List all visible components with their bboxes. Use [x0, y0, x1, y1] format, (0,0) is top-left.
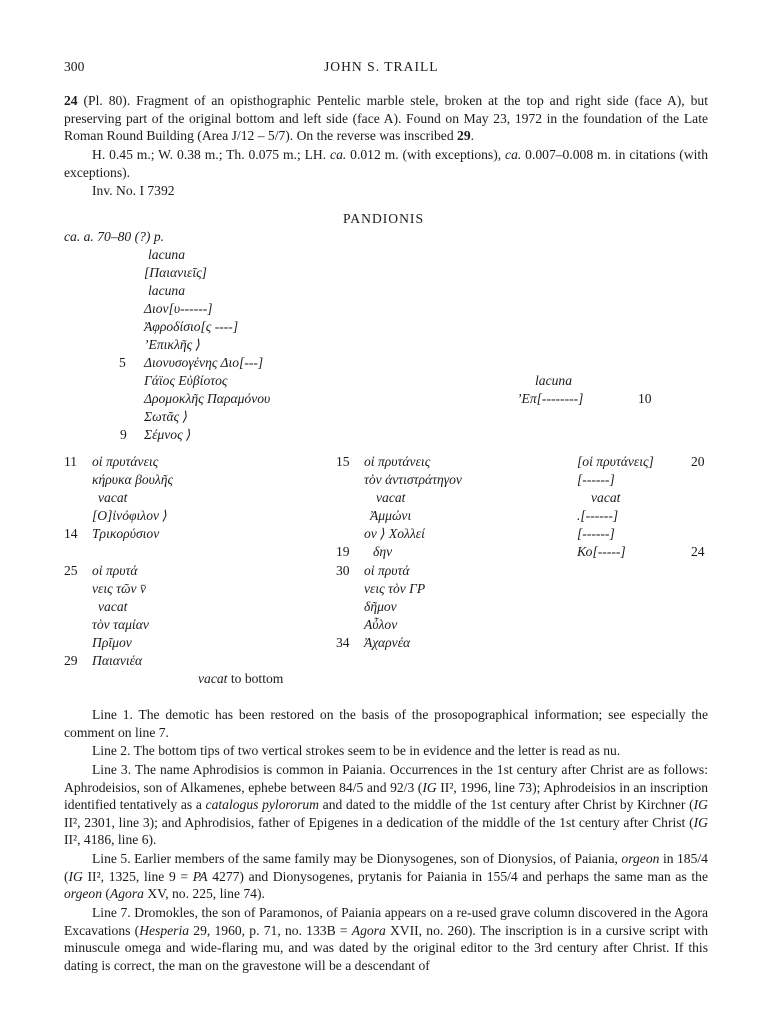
line-number: 20: [691, 454, 705, 469]
inventory-number: Inv. No. I 7392: [92, 183, 175, 198]
inscription-line: οἱ πρυτάνεις: [364, 454, 431, 469]
inscription-line: τὸν ἀντιστράτηγον: [364, 472, 462, 487]
line-number: 9: [120, 427, 127, 442]
page-number: 300: [64, 59, 85, 74]
line-number: 24: [691, 544, 705, 559]
inscription-line: Σωτᾶς ⟩: [144, 409, 188, 424]
inscription-line: δην: [373, 544, 393, 559]
inscription-line: lacuna: [148, 283, 185, 298]
inscription-line: νεις τὸν ΓΡ: [364, 581, 426, 596]
inscription-line: Γάϊος Εὐβίοτος: [144, 373, 228, 388]
inscription-line: Σέμνος ⟩: [144, 427, 192, 442]
inscription-line: lacuna: [148, 247, 185, 262]
line-number: 10: [638, 391, 652, 406]
inscription-line: [οἱ πρυτάνεις]: [577, 454, 654, 469]
commentary-line-7: Line 7. Dromokles, the son of Paramonos, of Paiania appears on a re-used grave column discovered in the Agora Excavations (Hesperia 29, 1960, p. 71, no. 133B = Agora XVII, no. 260). The inscription is in a cursive script with minuscule omega and wide-flaring mu, and was dated by the original editor to the 3rd century after Christ. If this dating is correct, the man on the gravestone will be a descendant of: [64, 905, 708, 973]
entry-number: 24: [64, 93, 78, 108]
inscription-line: ʼΕπικλῆς ⟩: [144, 337, 201, 352]
inscription-line: vacat: [98, 490, 128, 505]
inscription-line: [Ο]ἰνόφιλον ⟩: [92, 508, 168, 523]
inscription-line: οἱ πρυτά: [92, 563, 138, 578]
inscription-line: Ἀφροδίσιο[ς ----]: [144, 319, 239, 334]
entry-description: 24 (Pl. 80). Fragment of an opisthographic Pentelic marble stele, broken at the top and right side (face A), but preserving part of the original bottom and left side (face A). Found on May 23, 1972 in the foundation of the Late Roman Round Building (Area J/12 – 5/7). On the reverse was inscribed 29.: [64, 93, 708, 144]
inscription-line: τὸν ταμίαν: [92, 617, 149, 632]
commentary-line-1: Line 1. The demotic has been restored on the basis of the prosopographical information; see especially the comment on line 7.: [64, 707, 708, 740]
inscription-line: οἱ πρυτά: [364, 563, 410, 578]
inscription-line: Παιανιέα: [92, 653, 143, 668]
reverse-reference: 29: [457, 128, 471, 144]
inscription-lacuna-right: lacuna: [535, 373, 572, 388]
inscription-line: Πρῖμον: [92, 635, 132, 650]
inscription-heading: PANDIONIS: [343, 211, 425, 226]
inscription-line: Διον[υ------]: [144, 301, 213, 316]
running-title: JOHN S. TRAILL: [324, 59, 439, 74]
commentary-line-2: Line 2. The bottom tips of two vertical strokes seem to be in evidence and the letter is read as nu.: [92, 743, 621, 758]
inscription-line: δῆμον: [364, 599, 397, 614]
line-number: 34: [336, 635, 350, 650]
inscription-line: ον ⟩ Χολλεί: [364, 526, 425, 541]
inscription-line: [------]: [577, 472, 615, 487]
entry-description-text: (Pl. 80). Fragment of an opisthographic Pentelic marble stele, broken at the top and right side (face A), but preserving part of the original bottom and left side (face A). Found on May 23, 1972 in the foundation of the Late Roman Round Building (Area J/12 – 5/7). On the reverse was inscribed: [64, 93, 708, 144]
line-number: 15: [336, 454, 350, 469]
line-number: 11: [64, 454, 78, 469]
inscription-line: [Παιανιεῖς]: [144, 265, 207, 280]
line-number: 29: [64, 653, 78, 668]
inscription-line: νεις τῶν v̄: [92, 581, 147, 596]
inscription-date: ca. a. 70–80 (?) p.: [64, 229, 165, 244]
inscription-line: vacat: [591, 490, 621, 505]
inscription-line: Ἀμμώνι: [370, 508, 412, 523]
line-number: 14: [64, 526, 78, 541]
line-number: 25: [64, 563, 78, 578]
inscription-line: [------]: [577, 526, 615, 541]
commentary-line-5: Line 5. Earlier members of the same family may be Dionysogenes, son of Dionysios, of Paiania, orgeon in 185/4 (IG II², 1325, line 9 = PA 4277) and Dionysogenes, prytanis for Paiania in 155/4 and perhaps the same man as the orgeon (Agora XV, no. 225, line 74).: [64, 851, 708, 902]
inscription-line: .[------]: [577, 508, 619, 523]
inscription-line: οἱ πρυτάνεις: [92, 454, 159, 469]
line-number: 19: [336, 544, 350, 559]
inscription-line: Δρομοκλῆς Παραμόνου: [144, 391, 271, 406]
inscription-line: Κο[-----]: [577, 544, 626, 559]
inscription-line: Διονυσογένης Διο[---]: [144, 355, 264, 370]
entry-dimensions: H. 0.45 m.; W. 0.38 m.; Th. 0.075 m.; LH. ca. 0.012 m. (with exceptions), ca. 0.007–0.008 m. in citations (with exceptions).: [64, 147, 708, 180]
inscription-line: Τρικορύσιον: [92, 526, 160, 541]
line-number: 30: [336, 563, 350, 578]
inscription-line: κήρυκα βουλῆς: [92, 472, 174, 487]
inscription-line: vacat: [376, 490, 406, 505]
inscription-line: ʼΕπ[--------]: [517, 391, 584, 406]
vacat-to-bottom: vacat to bottom: [198, 671, 284, 686]
commentary-line-3: Line 3. The name Aphrodisios is common in Paiania. Occurrences in the 1st century after Christ are as follows: Aphrodeisios, son of Alkamenes, ephebe between 84/5 and 92/3 (IG II², 1996, line 73); Aphrodeisios in an inscription identified tentatively as a catalogus pylororum and dated to the middle of the 1st century after Christ by Kirchner (IG II², 2301, line 3); and Aphrodisios, father of Epigenes in a dedication of the middle of the 1st century after Christ (IG II², 4186, line 6).: [64, 762, 708, 848]
inscription-line: vacat: [98, 599, 128, 614]
line-number: 5: [119, 355, 126, 370]
inscription-line: Ἀχαρνέα: [364, 635, 411, 650]
inscription-line: Αὖλον: [364, 617, 398, 632]
